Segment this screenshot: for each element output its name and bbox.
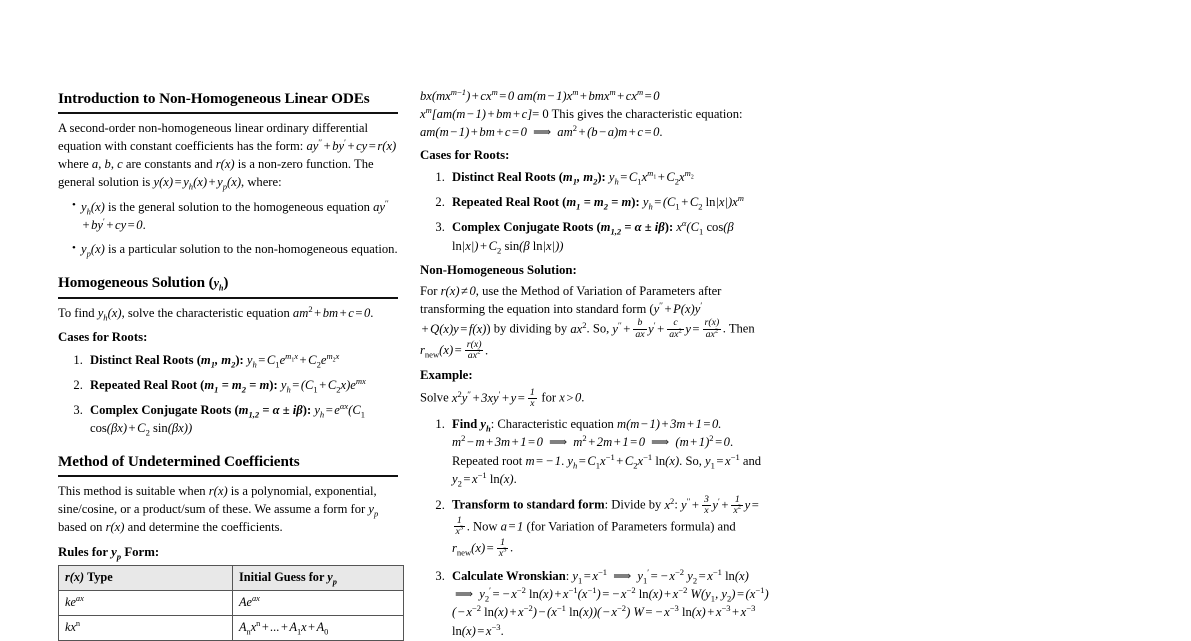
math-case2: $y_h = (C_1 + C_2x)e^{mx}$ [280,375,366,395]
step1-dot: . [561,453,568,468]
undet-text-c: based on [58,519,106,534]
math-general-solution: $y(x) = y_h(x) + y_p(x)$ [153,174,242,192]
math-cont-2: am(m − 1) + bm + c = 0 ⟹ $am^2 + (b - a)m + c = 0$ [420,122,660,139]
example-step-transform: 2. Transform to standard form: Divide by $x^2$: y′′ + $\frac{3}{x}$ y′ + $\frac{1}{x^2}$ y = $\frac{1}{x^3}$ . Now a = 1 (for Variation of Parameters formula) and $r_{new}(x)$ = $\frac{1}{x^3}$ . [448,495,770,560]
non-homogeneous-solution-heading: Non-Homogeneous Solution: [420,262,577,277]
case-label: Distinct Real Roots [452,169,556,184]
homogeneous-title-suffix: ) [223,274,229,292]
math-ke-ax: $ke^{ax}$ [65,593,84,609]
cont-text-1: = 0 This gives the characteristic equation: [532,106,743,121]
math-rx-3: r(x) [105,519,125,534]
cases-for-roots-heading: Cases for Roots: [58,330,148,345]
rules-heading-suffix: Form: [121,544,160,559]
math-rx-header: r(x) [65,569,85,584]
header-prefix: Initial Guess for [239,569,328,584]
example-steps-list [420,415,770,640]
step1-text-e: . [513,471,517,486]
intro-text-c: are constants and [122,156,216,171]
rules-heading-prefix: Rules for [58,544,112,559]
math-yh-fn: $y_h(x)$ [97,305,122,323]
homog-text-c: . [370,305,374,320]
math-case3: $y_h = e^{\alpha x}(C_1$ $\cos(\beta x) + C_2$ sin(βx)) [90,401,366,438]
math-yp-header: $y_p$ [327,569,337,587]
step2-text-a: : Divide by [604,497,665,512]
math-Ae-ax: $Ae^{ax}$ [239,593,260,609]
math-c: c [117,156,123,171]
intro-paragraph: A second-order non-homogeneous linear ordinary differential equation with constant coefficients has the form: ay′′ + by′ + cy = r(x) where a, b, c are constants and r(x) is a non-zero function. The general solution is $y(x) = y_h(x) + y_p(x)$, where: [58,121,397,192]
table-cell-type-exponential [59,590,233,615]
cauchy-euler-cases-list [420,168,770,255]
math-rcase3: $x^\alpha(C_1$ cos(β $\ln|x|) + C_2$ sin(β ln|x|)) [452,218,734,256]
step-label: Calculate Wronskian [452,568,566,583]
math-rx: r(x) [215,156,235,171]
math-step1-yh: $y_h = C_1x^{-1} + C_2x^{-1}$ ln(x) [567,451,680,471]
homog-text-a: To find [58,305,98,320]
case-distinct-real-roots: 1. Distinct Real Roots ($m_1$, $m_2$): $y_h = C_1e^{m_1x} + C_2e^{m_2x}$ [86,351,398,369]
example-step-find-yh: 1. Find $y_h$: Characteristic equation m(m − 1) + 3m + 1 = 0. $m^2 - m + 3m + 1 = 0$ ⟹ $m^2 + 2m + 1 = 0$ ⟹ $(m + 1)^2 = 0$. Repeated root m = − 1. $y_h = C_1x^{-1} + C_2x^{-1}$ ln(x). So, $y_1 = x^{-1}$ and $y_2 = x^{-1}$ ln(x). [448,415,770,488]
cases-for-roots-heading-right: Cases for Roots: [420,147,510,162]
math-abc: a [91,156,99,171]
math-rcase2: $y_h = (C_1 + C_2$ $\ln|x|)x^m$ [642,192,744,212]
ex-text-b: for [538,391,560,406]
math-step2-form: y′′ + $\frac{3}{x}$ y′ + $\frac{1}{x^2}$ y = $\frac{1}{x^3}$ [455,493,759,538]
math-step2-x2: $x^2$ [664,495,675,512]
step1-text-b: . Repeated root [452,435,734,468]
section-title-undetermined-coefficients: Method of Undetermined Coefficients [58,452,300,470]
math-rx-neq-0: r(x) ≠ 0 [440,284,476,299]
yp-rules-table [58,565,404,641]
intro-text-d: is a non-zero function. The general solution is [58,156,374,189]
math-step1-eq: m(m − 1) + 3m + 1 = 0. $m^2 - m + 3m + 1 = 0$ ⟹ $m^2 + 2m + 1 = 0$ ⟹ $(m + 1)^2 = 0$ [452,417,730,450]
case-label: Repeated Real Root [90,377,198,392]
two-column-layout [58,80,1133,638]
step2-text-c: (for Variation of Parameters formula) and [523,519,736,534]
table-header-initial-guess [233,565,404,590]
undetermined-paragraph [58,483,398,537]
homogeneous-cases-list [58,351,398,438]
math-yh-x: $y_h(x)$ [81,199,105,217]
nh-text-2: , use the Method of Variation of Parameters after transforming the equation into standard form ( [420,284,722,317]
math-b: b [104,156,111,171]
cont-text-2: . [659,124,663,139]
section-rule [58,297,398,299]
step1-text-d: and [739,453,762,468]
table-cell-type-polynomial [59,615,233,640]
list-item-yh [72,199,398,235]
case-label: Complex Conjugate Roots [90,403,232,418]
undet-text-a: This method is suitable when [58,483,209,498]
undet-text-d: and determine the coefficients. [124,519,283,534]
math-step3: $y_1 = x^{-1}$ ⟹ $y_1'$ = − $x^{-2}$ $y_2 = x^{-1}$ ln(x) ⟹ $y_2'$ = − $x^{-2}$ $\ln(x) + x^{-1}(x^{-1})$ = − $x^{-2}$ $\ln(x) + x^{-2}$ $W(y_1$, $y_2) = (x^{-1})( - x^{-2}$ $\ln(x) + x^{-2}) - (x^{-1}$ $\ln(x))( - x^{-2})$ W = − $x^{-3}$ $\ln(x) + x^{-3} + x^{-3}$ $\ln(x) = x^{-3}$ [452,566,769,638]
case-complex-conjugate-roots: 3. Complex Conjugate Roots $(m_{1,2} = \alpha \pm i\beta)$: $y_h = e^{\alpha x}(C_1$ $\cos(\beta x) + C_2$ sin(βx)) [86,401,398,438]
nh-text-1: For [420,284,441,299]
math-step1-y1: $y_1 = x^{-1}$ [705,451,740,471]
math-rx-2: r(x) [208,483,228,498]
example-heading: Example: [420,368,473,383]
case-distinct-real-roots: 1. Distinct Real Roots ($m_1$, $m_2$): $y_h = C_1x^{m_1} + C_2x^{m_2}$ [448,168,770,186]
nh-text-5: . Then [722,321,755,336]
math-yp-1: $y_p$ [368,501,379,519]
math-case1: $y_h = C_1e^{m_1x} + C_2e^{m_2x}$ [246,350,340,370]
step2-text-d: . [509,541,514,555]
nh-text-3: ) by dividing by [486,321,571,336]
case-label: Complex Conjugate Roots [452,220,594,235]
solution-components-list [58,199,398,260]
homogeneous-title-prefix: Homogeneous Solution ( [58,274,214,292]
math-example-ode: $x^2y'' + 3xy' + y$ = $\frac{1}{x}$ [451,386,535,410]
math-step1-y2: $y_2 = x^{-1}$ ln(x) [452,469,514,489]
step1-text-c: . So, [679,453,706,468]
section-rule [58,112,398,114]
math-rcase1: $y_h = C_1x^{m_1} + C_2x^{m_2}$ [608,167,694,187]
math-step2-rnew: $r_{new}(x)$ = $\frac{1}{x^3}$ [452,536,507,560]
case-label: Distinct Real Roots [90,352,194,367]
case-label: Repeated Real Root [452,195,560,210]
homog-text-b: , solve the characteristic equation [121,305,293,320]
left-column [58,80,398,637]
math-char-eq: $am^2$ + bm + c = 0 [292,303,371,320]
case-repeated-real-root: 2. Repeated Real Root $(m_1 = m_2 = m)$: $y_h = (C_1 + C_2$ $\ln|x|)x^m$ [448,193,770,211]
continued-derivation-paragraph [420,80,770,142]
ex-text-a: Solve [420,391,452,406]
bullet-1-text: is the general solution to the homogeneous equation [104,199,374,214]
math-divided-form: y′′ + $\frac{b}{ax}$ y′ + $\frac{c}{ax^2}$ y = $\frac{r(x)}{ax^2}$ [612,317,720,340]
math-ax2: $ax^2$ [570,319,587,336]
math-kxn: $kx^n$ [65,618,81,634]
math-cont-1: $bx(mx^{m-1}) + cx^m = 0$ $am(m - 1)x^m + bmx^m + cx^m = 0$ $x^m[am(m - 1)$ + bm + c] [420,86,660,121]
example-step-wronskian: 3. Calculate Wronskian: $y_1 = x^{-1}$ ⟹ $y_1'$ = − $x^{-2}$ $y_2 = x^{-1}$ ln(x) ⟹ $y_2'$ = − $x^{-2}$ $\ln(x) + x^{-1}(x^{-1})$ = − $x^{-2}$ $\ln(x) + x^{-2}$ $W(y_1$, $y_2) = (x^{-1})( - x^{-2}$ $\ln(x) + x^{-2}) - (x^{-1}$ $\ln(x))( - x^{-2})$ W = − $x^{-3}$ $\ln(x) + x^{-3} + x^{-3}$ $\ln(x) = x^{-3}$. [448,567,770,640]
math-homogeneous-eq: ay′′+ by′ + cy = 0 [82,197,389,232]
list-item-yp [72,241,398,259]
math-yp-heading: $y_p$ [111,544,122,562]
nh-text-6: . [484,343,489,358]
math-step2-a1: a = 1 [500,519,524,534]
intro-text-b: where [58,156,92,171]
math-step1-m: m = − 1 [525,453,562,468]
math-yp-x: $y_p(x)$ [81,242,105,259]
table-row [59,590,404,615]
bullet-1-period: . [142,217,146,232]
rules-for-yp-heading [58,544,398,561]
table-row [59,615,404,640]
table-cell-guess-polynomial [233,615,404,640]
math-poly-guess: $A_nx^n$ + ... + $A_1x + A_0$ [239,618,329,637]
table-header-rx-type [59,565,233,590]
case-repeated-real-root: 2. Repeated Real Root $(m_1 = m_2 = m)$: $y_h = (C_1 + C_2x)e^{mx}$ [86,376,398,394]
math-rnew: $r_{new}(x)$ = $\frac{r(x)}{ax^2}$ [420,339,482,362]
example-prompt [420,388,770,410]
intro-text-e: , where: [241,174,282,189]
step3-text-a: : [565,568,573,583]
section-title-homogeneous-solution [58,266,398,296]
bullet-2-text: is a particular solution to the non-homogeneous equation. [104,242,398,257]
step2-text-b: . Now [466,519,501,534]
step-label: Find [452,417,478,432]
section-rule [58,475,398,477]
ex-text-c: . [581,391,585,406]
intro-text-a: A second-order non-homogeneous linear ordinary differential equation with constant coefficients has the form: [58,121,368,154]
nh-text-4: . So, [586,321,613,336]
step-label: Transform to standard form [452,497,605,512]
non-homogeneous-paragraph [420,283,770,362]
table-header-row [59,565,404,590]
step1-text-a: : Characteristic equation [490,417,617,432]
math-ay-by: ay′′ + by′ + cy = r(x) [306,136,397,154]
homogeneous-intro [58,305,398,323]
undet-text-b: is a polynomial, exponential, sine/cosine, or a product/sum of these. We assume a form for [58,483,377,516]
section-title-introduction: Introduction to Non-Homogeneous Linear ODEs [58,90,370,107]
math-x-gt-0: x > 0 [559,391,582,406]
right-column [420,80,770,638]
math-standard-form: y′′ + P(x)y′+ Q(x)y = f(x) [421,299,703,336]
header-suffix: Type [84,569,113,584]
math-yh-title: $y_h$ [213,276,224,293]
case-complex-conjugate-roots: 3. Complex Conjugate Roots $(m_{1,2} = \alpha \pm i\beta)$: $x^\alpha(C_1$ cos(β $\ln|x|) + C_2$ sin(β ln|x|)) [448,218,770,255]
table-cell-guess-exponential [233,590,404,615]
